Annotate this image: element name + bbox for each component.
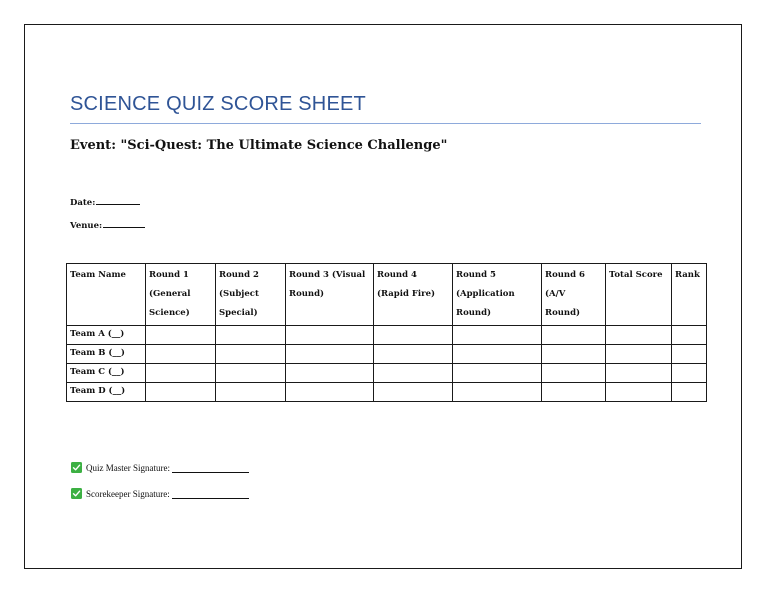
column-header: Total Score <box>606 264 672 326</box>
table-row <box>67 345 707 364</box>
score-cell <box>374 345 453 364</box>
rank-cell <box>672 364 707 383</box>
table-header-row <box>67 264 707 326</box>
title-divider <box>70 123 701 124</box>
column-header: Round 2 (Subject Special) <box>216 264 286 326</box>
score-cell <box>453 383 542 402</box>
page-title: SCIENCE QUIZ SCORE SHEET <box>70 93 366 115</box>
score-cell <box>216 383 286 402</box>
score-cell <box>542 364 606 383</box>
check-mark-icon <box>71 462 82 473</box>
total-cell <box>606 326 672 345</box>
document-page <box>24 24 742 569</box>
score-cell <box>146 345 216 364</box>
team-name-cell: Team C (__) <box>67 364 146 383</box>
rank-cell <box>672 326 707 345</box>
column-header: Round 5 (Application Round) <box>453 264 542 326</box>
table-row <box>67 383 707 402</box>
rank-cell <box>672 383 707 402</box>
quiz-master-signature-label: Quiz Master Signature: <box>86 462 170 473</box>
score-cell <box>453 326 542 345</box>
score-cell <box>286 364 374 383</box>
column-header: Team Name <box>67 264 146 326</box>
total-cell <box>606 364 672 383</box>
score-cell <box>374 383 453 402</box>
event-line: Event: "Sci-Quest: The Ultimate Science Challenge" <box>70 138 448 153</box>
score-cell <box>146 364 216 383</box>
quiz-master-signature <box>71 462 249 473</box>
venue-label: Venue: <box>70 221 103 231</box>
team-name-cell: Team D (__) <box>67 383 146 402</box>
score-cell <box>286 383 374 402</box>
score-cell <box>374 326 453 345</box>
score-cell <box>216 345 286 364</box>
rank-cell <box>672 345 707 364</box>
check-mark-icon <box>71 488 82 499</box>
score-cell <box>374 364 453 383</box>
score-cell <box>453 345 542 364</box>
score-table <box>66 263 707 402</box>
score-cell <box>216 364 286 383</box>
scorekeeper-signature-label: Scorekeeper Signature: <box>86 488 170 499</box>
team-name-cell: Team B (__) <box>67 345 146 364</box>
total-cell <box>606 345 672 364</box>
scorekeeper-signature-line <box>172 489 249 499</box>
total-cell <box>606 383 672 402</box>
date-label: Date: <box>70 198 96 208</box>
score-cell <box>453 364 542 383</box>
date-blank-line <box>96 195 140 205</box>
quiz-master-signature-line <box>172 463 249 473</box>
table-row <box>67 326 707 345</box>
score-cell <box>216 326 286 345</box>
column-header: Rank <box>672 264 707 326</box>
column-header: Round 3 (Visual Round) <box>286 264 374 326</box>
score-cell <box>146 326 216 345</box>
venue-blank-line <box>103 218 145 228</box>
score-cell <box>542 345 606 364</box>
table-row <box>67 364 707 383</box>
column-header: Round 1 (General Science) <box>146 264 216 326</box>
score-cell <box>542 326 606 345</box>
column-header: Round 6 (A/V Round) <box>542 264 606 326</box>
date-field <box>70 195 140 208</box>
score-cell <box>286 326 374 345</box>
score-cell <box>286 345 374 364</box>
scorekeeper-signature <box>71 488 249 499</box>
score-cell <box>542 383 606 402</box>
column-header: Round 4 (Rapid Fire) <box>374 264 453 326</box>
venue-field <box>70 218 145 231</box>
team-name-cell: Team A (__) <box>67 326 146 345</box>
score-cell <box>146 383 216 402</box>
